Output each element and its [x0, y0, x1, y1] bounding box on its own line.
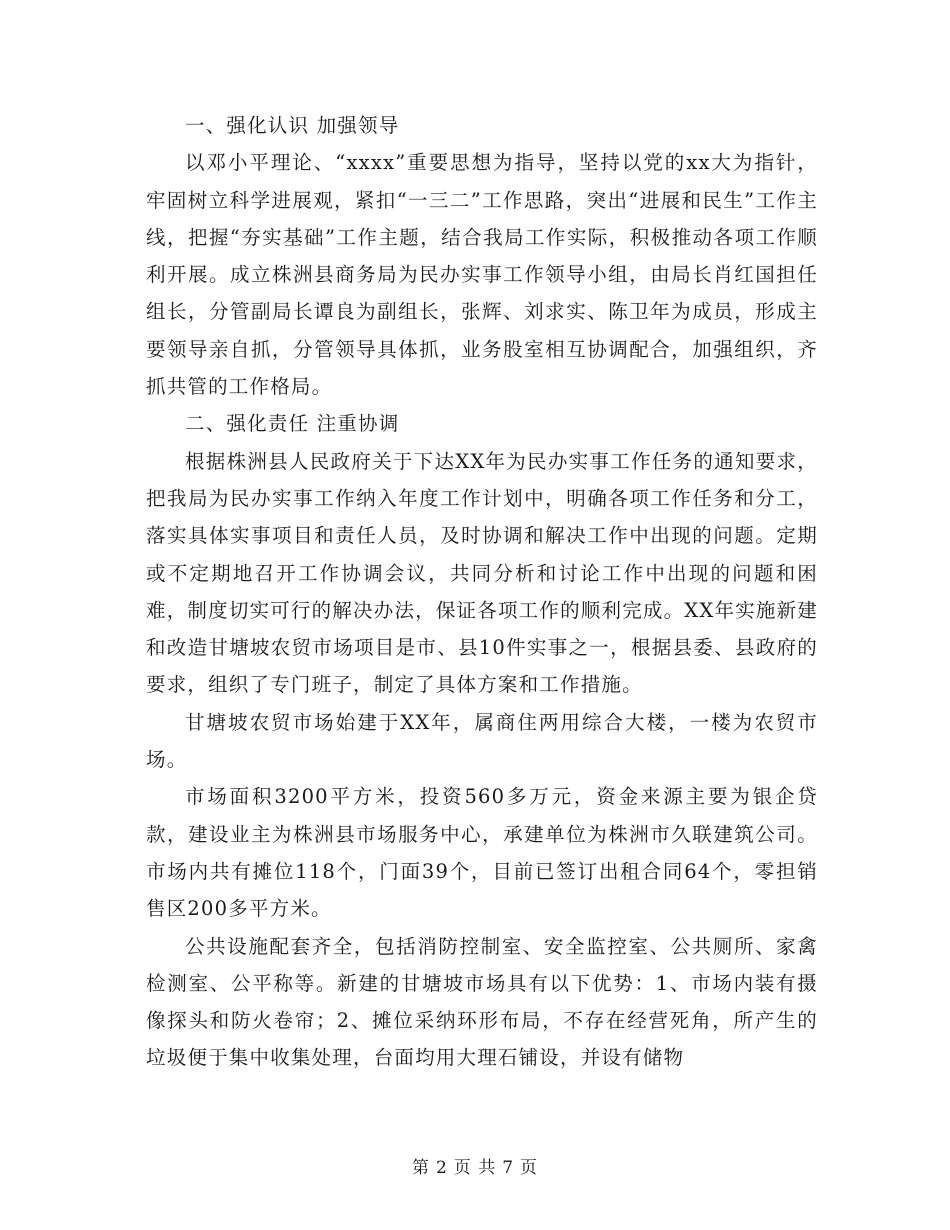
- total-pages: 7: [502, 1158, 515, 1178]
- section-heading-1: 一、强化认识 加强领导: [185, 114, 400, 137]
- footer-middle: 页 共: [453, 1158, 497, 1178]
- page-footer: [0, 1153, 950, 1178]
- page-number: 2: [435, 1158, 448, 1178]
- paragraph: 甘塘坡农贸市场始建于XX年，属商住两用综合大楼，一楼为农贸市场。: [146, 710, 818, 772]
- paragraph: 以邓小平理论、“xxxx”重要思想为指导，坚持以党的xx大为指针，牢固树立科学进展观，紧扣“一三二”工作思路，突出“进展和民生”工作主线，把握“夯实基础”工作主题，结合我局工作实际，积极推动各项工作顺利开展。成立株洲县商务局为民办实事工作领导小组，由局长肖红国担任组长，分管副局长谭良为副组长，张辉、刘求实、陈卫年为成员，形成主要领导亲自抓，分管领导具体抓，业务股室相互协调配合，加强组织，齐抓共管的工作格局。: [146, 151, 818, 399]
- document-body: [146, 107, 818, 1077]
- paragraph: 根据株洲县人民政府关于下达XX年为民办实事工作任务的通知要求，把我局为民办实事工作纳入年度工作计划中，明确各项工作任务和分工，落实具体实事项目和责任人员，及时协调和解决工作中出现的问题。定期或不定期地召开工作协调会议，共同分析和讨论工作中出现的问题和困难，制度切实可行的解决办法，保证各项工作的顺利完成。XX年实施新建和改造甘塘坡农贸市场项目是市、县10件实事之一，根据县委、县政府的要求，组织了专门班子，制定了具体方案和工作措施。: [146, 449, 818, 697]
- footer-suffix: 页: [520, 1158, 539, 1178]
- paragraph: 公共设施配套齐全，包括消防控制室、安全监控室、公共厕所、家禽检测室、公平称等。新建的甘塘坡市场具有以下优势：1、市场内装有摄像探头和防火卷帘；2、摊位采纳环形布局，不存在经营死角，所产生的垃圾便于集中收集处理，台面均用大理石铺设，并设有储物: [146, 934, 818, 1070]
- paragraph: 市场面积3200平方米，投资560多万元，资金来源主要为银企贷款，建设业主为株洲县市场服务中心，承建单位为株洲市久联建筑公司。市场内共有摊位118个，门面39个，目前已签订出租合同64个，零担销售区200多平方米。: [146, 785, 818, 921]
- footer-prefix: 第: [411, 1158, 430, 1178]
- section-heading-2: 二、强化责任 注重协调: [185, 412, 400, 436]
